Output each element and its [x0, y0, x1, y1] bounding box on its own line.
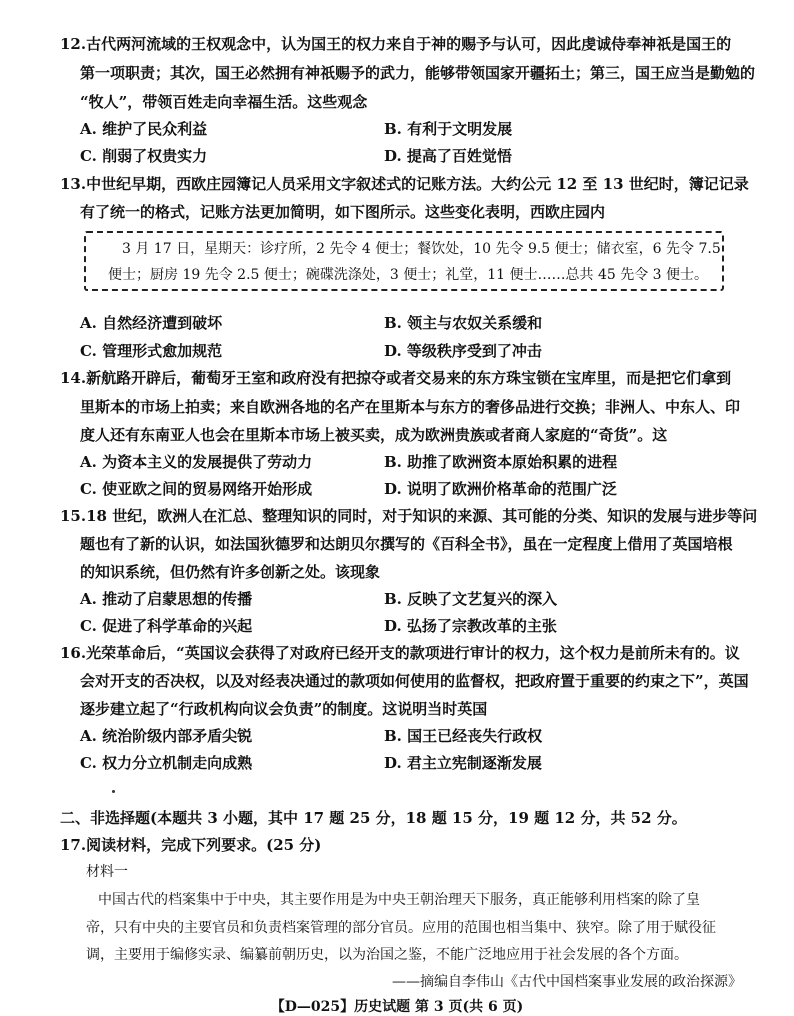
q14-stem-line-1: 14.新航路开辟后，葡萄牙王室和政府没有把掠夺或者交易来的东方珠宝锁在宝库里，而是把它们拿到	[60, 369, 732, 387]
q12-stem-line-1: 12.古代两河流域的王权观念中，认为国王的权力来自于神的赐予与认可，因此虔诚侍奉神祇是国王的	[60, 35, 732, 53]
section-2-heading: 二、非选择题(本题共 3 小题，其中 17 题 25 分，18 题 15 分，19 题 12 分，共 52 分。	[60, 809, 687, 827]
q14-option-b[interactable]: B. 助推了欧洲资本原始积累的进程	[384, 453, 618, 471]
q17-material-line-1: 中国古代的档案集中于中央，其主要作用是为中央王朝治理天下服务，真正能够利用档案的除了皇	[98, 892, 700, 908]
q15-stem-line-2: 题也有了新的认识，如法国狄德罗和达朗贝尔撰写的《百科全书》，虽在一定程度上借用了英国培根	[80, 535, 733, 553]
q16-stem-line-2: 会对开支的否决权，以及对经表决通过的款项如何使用的监督权，把政府置于重要的约束之下”，英国	[80, 672, 749, 690]
q14-stem-line-3: 度人还有东南亚人也会在里斯本市场上被买卖，成为欧洲贵族或者商人家庭的“奇货”。这	[80, 426, 668, 444]
q14-option-c[interactable]: C. 使亚欧之间的贸易网络开始形成	[80, 480, 313, 498]
q15-option-a[interactable]: A. 推动了启蒙思想的传播	[80, 590, 253, 608]
q12-option-c[interactable]: C. 削弱了权贵实力	[80, 147, 208, 165]
page-footer: 【D—025】历史试题 第 3 页(共 6 页)	[270, 999, 524, 1015]
q13-option-b[interactable]: B. 领主与农奴关系缓和	[384, 314, 543, 332]
q16-option-d[interactable]: D. 君主立宪制逐渐发展	[384, 754, 542, 772]
ledger-line-1: 3 月 17 日，星期天：诊疗所，2 先令 4 便士；餐饮处，10 先令 9.5 便士；储衣室，6 先令 7.5	[122, 241, 721, 257]
q15-option-c[interactable]: C. 促进了科学革命的兴起	[80, 617, 253, 635]
q13-option-c[interactable]: C. 管理形式愈加规范	[80, 342, 223, 360]
ledger-line-2: 便士；厨房 19 先令 2.5 便士；碗碟洗涤处，3 便士；礼堂，11 便士……总共 45 先令 3 便士。	[108, 267, 709, 283]
stray-dot	[112, 790, 115, 793]
q13-stem-line-2: 有了统一的格式，记账方法更加简明，如下图所示。这些变化表明，西欧庄园内	[80, 203, 606, 221]
q15-stem-line-1: 15.18 世纪，欧洲人在汇总、整理知识的同时，对于知识的来源、其可能的分类、知识的发展与进步等问	[60, 507, 758, 525]
q14-option-d[interactable]: D. 说明了欧洲价格革命的范围广泛	[384, 480, 617, 498]
q14-option-a[interactable]: A. 为资本主义的发展提供了劳动力	[80, 453, 313, 471]
q14-stem-line-2: 里斯本的市场上拍卖；来自欧洲各地的名产在里斯本与东方的奢侈品进行交换；非洲人、中东人、印	[80, 398, 741, 416]
q12-option-a[interactable]: A. 维护了民众利益	[80, 120, 208, 138]
q13-option-d[interactable]: D. 等级秩序受到了冲击	[384, 342, 542, 360]
q16-option-b[interactable]: B. 国王已经丧失行政权	[384, 727, 543, 745]
q12-option-d[interactable]: D. 提高了百姓觉悟	[384, 147, 512, 165]
q12-option-b[interactable]: B. 有利于文明发展	[384, 120, 513, 138]
q16-stem-line-3: 逐步建立起了“行政机构向议会负责”的制度。这说明当时英国	[80, 700, 488, 718]
q17-material-line-2: 帝，只有中央的主要官员和负责档案管理的部分官员。应用的范围也相当集中、狭窄。除了用于赋役征	[86, 920, 716, 936]
q17-material-title: 材料一	[86, 864, 128, 880]
q16-option-a[interactable]: A. 统治阶级内部矛盾尖锐	[80, 727, 253, 745]
q15-stem-line-3: 的知识系统，但仍然有许多创新之处。该现象	[80, 563, 381, 581]
q15-option-b[interactable]: B. 反映了文艺复兴的深入	[384, 590, 558, 608]
q17-stem: 17.阅读材料，完成下列要求。(25 分)	[60, 836, 322, 854]
q15-option-d[interactable]: D. 弘扬了宗教改革的主张	[384, 617, 557, 635]
q16-stem-line-1: 16.光荣革命后，“英国议会获得了对政府已经开支的款项进行审计的权力，这个权力是前所未有的。议	[60, 644, 740, 662]
q17-source: ——摘编自李伟山《古代中国档案事业发展的政治探源》	[392, 974, 742, 990]
q13-option-a[interactable]: A. 自然经济遭到破坏	[80, 314, 223, 332]
q17-material-line-3: 调，主要用于编修实录、编纂前朝历史，以为治国之鉴，不能广泛地应用于社会发展的各个方面。	[86, 947, 688, 963]
q12-stem-line-2: 第一项职责；其次，国王必然拥有神祇赐予的武力，能够带领国家开疆拓土；第三，国王应当是勤勉的	[80, 64, 756, 82]
q16-option-c[interactable]: C. 权力分立机制走向成熟	[80, 754, 253, 772]
ledger-record-box	[84, 231, 724, 291]
q12-stem-line-3: “牧人”，带领百姓走向幸福生活。这些观念	[80, 93, 368, 111]
q13-stem-line-1: 13.中世纪早期，西欧庄园簿记人员采用文字叙述式的记账方法。大约公元 12 至 13 世纪时，簿记记录	[60, 175, 749, 193]
